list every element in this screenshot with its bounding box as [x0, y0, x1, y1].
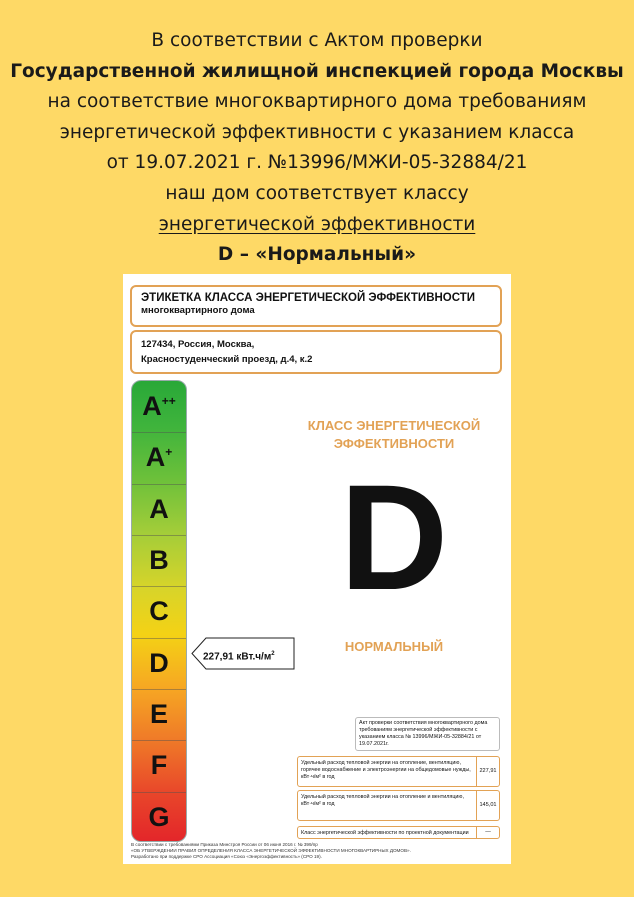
- class-cell: [132, 381, 186, 432]
- energy-row-1: [297, 756, 500, 787]
- efficiency-scale: [131, 380, 187, 842]
- energy-row-1-value: 227,91: [476, 757, 499, 786]
- footnote-line-1: В соответствии с требованиями Приказа Минстроя России от 06 июня 2016 г. № 399/пр: [131, 842, 318, 847]
- label-title-box: [130, 285, 502, 327]
- address-line-2: Красностуденческий проезд, д.4, к.2: [141, 354, 313, 365]
- energy-label: [123, 274, 511, 864]
- class-heading: [281, 417, 507, 453]
- intro-line-3: на соответствие многоквартирного дома требованиям: [47, 91, 587, 113]
- class-cell-letter: A: [149, 493, 169, 524]
- class-cell-letter: C: [149, 596, 169, 627]
- label-title: ЭТИКЕТКА КЛАССА ЭНЕРГЕТИЧЕСКОЙ ЭФФЕКТИВНОСТИ: [141, 292, 476, 304]
- class-cell-letter: D: [149, 647, 169, 678]
- label-subtitle: многоквартирного дома: [141, 305, 255, 316]
- energy-row-3-value: —: [476, 827, 499, 838]
- class-heading-line-1: КЛАСС ЭНЕРГЕТИЧЕСКОЙ: [307, 418, 481, 433]
- intro-line-1: В соответствии с Актом проверки: [151, 30, 483, 51]
- class-cell: [132, 792, 186, 842]
- intro-line-2: Государственной жилищной инспекцией города Москвы: [10, 60, 624, 82]
- energy-row-3-label: Класс энергетической эффективности по проектной документации: [301, 829, 469, 836]
- intro-line-5: от 19.07.2021 г. №13996/МЖИ-05-32884/21: [106, 152, 528, 174]
- class-cell: [132, 638, 186, 689]
- class-cell: [132, 740, 186, 791]
- class-heading-line-2: ЭФФЕКТИВНОСТИ: [333, 436, 455, 451]
- class-cell-sup: +: [165, 445, 173, 460]
- class-cell-letter: E: [149, 699, 168, 729]
- class-cell: [132, 484, 186, 535]
- class-cell: [132, 432, 186, 483]
- class-name: НОРМАЛЬНЫЙ: [344, 639, 444, 654]
- act-box: Акт проверки соответствия многоквартирного дома требованиям энергетической эффективности с указанием класса № 13996/МЖИ-05-32884/21 от 19.07.2021г.: [355, 717, 500, 751]
- footnote-line-2: «ОБ УТВЕРЖДЕНИИ ПРАВИЛ ОПРЕДЕЛЕНИЯ КЛАССА ЭНЕРГЕТИЧЕСКОЙ ЭФФЕКТИВНОСТИ МНОГОКВАРТИРНЫХ ДОМОВ».: [131, 848, 411, 854]
- class-cell-letter: B: [149, 545, 169, 575]
- intro-line-4: энергетической эффективности с указанием класса: [59, 121, 575, 143]
- energy-row-2: [297, 790, 500, 821]
- class-cell-letter: F: [150, 750, 168, 781]
- address-line-1: 127434, Россия, Москва,: [141, 339, 255, 350]
- indicator-value: 227,91 $кВт.ч/м^2$: [203, 651, 275, 663]
- footnote: [131, 842, 503, 861]
- class-cell-sup: ++: [161, 394, 176, 408]
- address-box: [130, 330, 502, 374]
- energy-row-2-label: Удельный расход тепловой энергии на отопление и вентиляцию, кВт·ч/м² в год: [301, 794, 464, 807]
- class-cell-letter: G: [148, 801, 170, 832]
- class-cell-letter: A: [145, 442, 166, 473]
- energy-row-3: [297, 826, 500, 839]
- class-cell: [132, 586, 186, 637]
- class-cell-letter: A: [142, 391, 162, 421]
- class-cell: [132, 535, 186, 586]
- class-letter: D: [339, 453, 449, 621]
- intro-text: [0, 26, 634, 271]
- class-cell: [132, 689, 186, 740]
- intro-line-7: энергетической эффективности: [158, 213, 476, 235]
- energy-row-2-value: 145,01: [476, 791, 499, 820]
- intro-line-8: D – «Нормальный»: [217, 244, 417, 266]
- footnote-line-3: Разработано при поддержке СРО Ассоциация «Союз «Энергоэффективность» (СРО 19).: [131, 854, 322, 860]
- energy-row-1-label: Удельный расход тепловой энергии на отопление, вентиляцию, горячее водоснабжение и электроэнергии на общедомовые нужды, кВт·ч/м² в год: [301, 760, 471, 780]
- intro-line-6: наш дом соответствует классу: [165, 182, 469, 204]
